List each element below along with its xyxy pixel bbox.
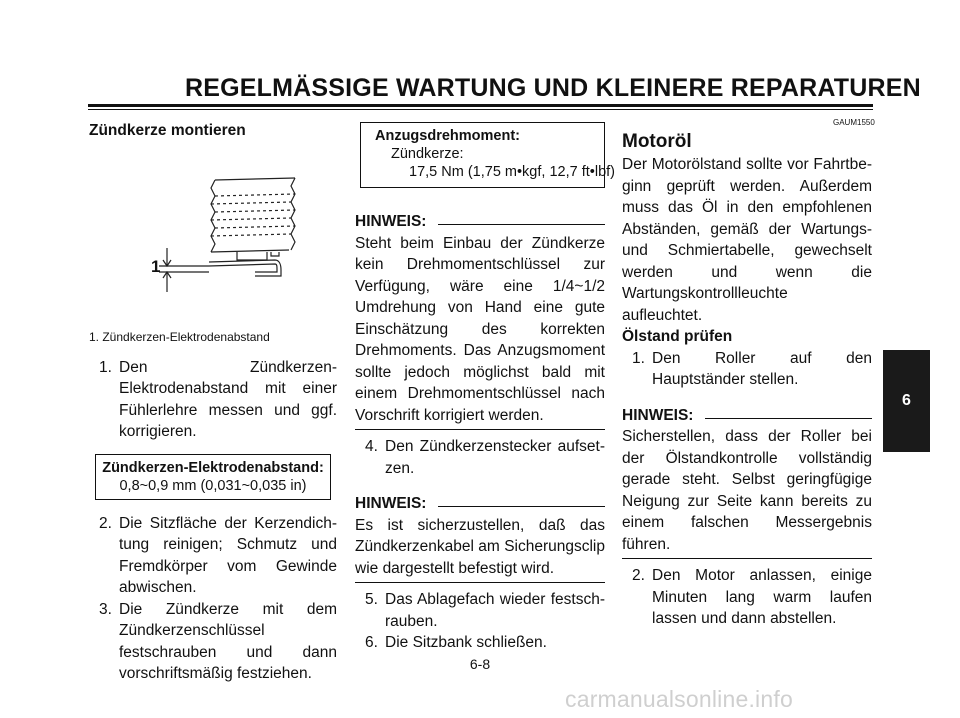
torque-value: 17,5 Nm (1,75 m•kgf, 12,7 ft•lbf) <box>409 164 615 180</box>
spark-plug-gap-illustration <box>89 142 337 314</box>
step-number: 1. <box>632 349 645 367</box>
torque-item: Zündkerze: <box>391 146 464 162</box>
step-text: Die Sitzfläche der Kerzendichtung reinigen; Schmutz und Fremdkörper vom Gewinde abwischen. <box>119 514 337 596</box>
spec-title: Zündkerzen-Elektrodenabstand: <box>102 459 324 476</box>
step-number: 5. <box>365 591 378 608</box>
step-text: Den Roller auf den Hauptständer stellen. <box>652 349 872 388</box>
step-number: 2. <box>632 567 645 584</box>
list-item <box>622 565 872 630</box>
figure-callout-1: 1 <box>151 256 161 276</box>
note-heading-rule <box>438 224 605 225</box>
header-rule-thin <box>88 109 873 110</box>
step-text: Den Zündkerzenstecker aufsetzen. <box>385 438 605 477</box>
note-heading-rule <box>438 506 605 507</box>
note-end-rule <box>355 429 605 430</box>
watermark: carmanualsonline.info <box>565 686 793 712</box>
list-item <box>355 632 605 654</box>
steps-list-c <box>355 436 605 479</box>
step-number: 2. <box>99 514 112 532</box>
note-heading-3 <box>622 405 872 427</box>
spec-box-electrode-gap <box>95 454 331 500</box>
list-item <box>355 436 605 479</box>
code-label: GAUM1550 <box>833 118 875 127</box>
step-number: 3. <box>99 600 112 618</box>
step-number: 6. <box>365 634 378 651</box>
subheading-oil-check: Ölstand prüfen <box>622 328 733 345</box>
page-number: 6-8 <box>469 656 491 672</box>
section-heading-engine-oil: Motoröl <box>622 131 692 152</box>
steps-list-b <box>89 513 337 685</box>
figure-caption: 1. Zündkerzen-Elektrodenabstand <box>89 329 270 344</box>
note-heading-rule <box>705 418 872 419</box>
section-heading-spark-plug: Zündkerze montieren <box>89 122 246 139</box>
step-number: 4. <box>365 438 378 455</box>
note-heading-2 <box>355 493 605 515</box>
list-item <box>355 589 605 632</box>
chapter-side-tab: 6 <box>883 350 930 452</box>
step-text: Das Ablagefach wieder festschrauben. <box>385 591 605 630</box>
note-heading-1 <box>355 211 605 233</box>
right-column <box>622 120 872 630</box>
note-text-1: Steht beim Einbau der Zündkerze kein Drehmomentschlüssel zur Verfügung, wäre eine 1/4~1/2 Umdrehung von Hand eine gute Einschätzung des korrekten Drehmoments. Das Anzugsmoment sollte jedoch möglichst bald mit einem Drehmomentschlüssel nach Vorschrift korrigiert werden. <box>355 234 605 424</box>
step-text: Den Zündkerzen-Elektrodenabstand mit einer Fühlerlehre messen und ggf. korrigieren. <box>119 358 337 440</box>
steps-list-f <box>622 565 872 630</box>
left-column <box>89 120 337 685</box>
steps-list-e <box>622 348 872 391</box>
step-number: 1. <box>99 358 112 376</box>
list-item <box>89 357 337 443</box>
note-text-2: Es ist sicherzustellen, daß das Zündkerzenkabel am Sicherungsclip wie dargestellt befestigt wird. <box>355 516 605 577</box>
note-label: HINWEIS: <box>355 213 427 230</box>
middle-column <box>355 120 615 654</box>
note-end-rule <box>622 558 872 559</box>
header-rule-thick <box>88 104 873 107</box>
note-label: HINWEIS: <box>355 495 427 512</box>
note-text-3: Sicherstellen, dass der Roller bei der Ölstandkontrolle vollständig gerade steht. Selbst geringfügige Neigung zur Seite kann bereits zu einem falschen Messergebnis führen. <box>622 428 872 553</box>
engine-oil-intro: Der Motorölstand sollte vor Fahrtbeginn geprüft werden. Außerdem muss das Öl in den empfohlenen Abständen, gemäß der Wartungs- und Schmiertabelle, gewechselt werden und wenn die Wartungskontrollleuchte aufleuchtet. <box>622 156 872 324</box>
step-text: Die Sitzbank schließen. <box>385 634 547 651</box>
page-header-title: REGELMÄSSIGE WARTUNG UND KLEINERE REPARATUREN <box>185 74 921 102</box>
steps-list-a <box>89 357 337 443</box>
list-item <box>89 599 337 685</box>
list-item <box>89 513 337 599</box>
torque-title: Anzugsdrehmoment: <box>375 128 520 144</box>
spec-value: 0,8~0,9 mm (0,031~0,035 in) <box>119 477 307 494</box>
steps-list-d <box>355 589 605 654</box>
note-label: HINWEIS: <box>622 406 694 424</box>
spark-plug-figure <box>89 142 337 314</box>
note-end-rule <box>355 582 605 583</box>
step-text: Die Zündkerze mit dem Zündkerzenschlüssel festschrauben und dann vorschriftsmäßig festziehen. <box>119 600 337 682</box>
spec-box-torque <box>360 122 615 188</box>
step-text: Den Motor anlassen, einige Minuten lang warm laufen lassen und dann abstellen. <box>652 567 872 627</box>
list-item <box>622 348 872 391</box>
